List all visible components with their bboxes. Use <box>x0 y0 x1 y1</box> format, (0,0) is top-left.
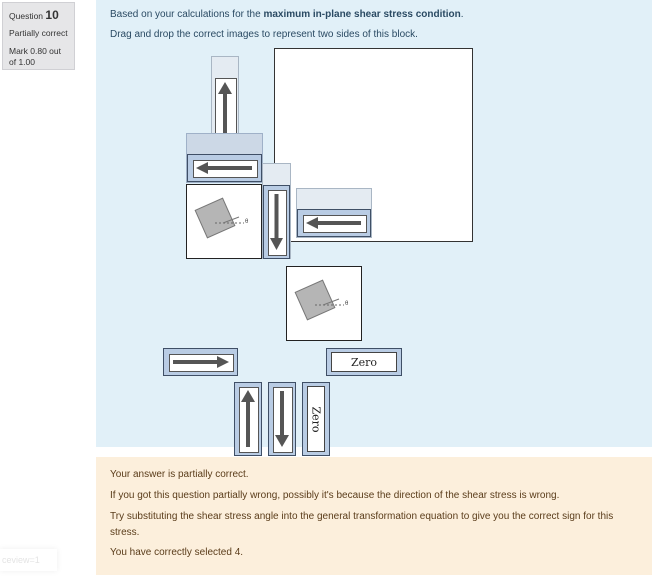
question-grade: Mark 0.80 out of 1.00 <box>9 45 61 68</box>
placed-shear-arrow-down[interactable] <box>263 185 290 259</box>
question-info <box>2 2 75 70</box>
question-number: Question 10 <box>9 8 59 22</box>
placed-shear-arrow-left-right[interactable] <box>297 209 371 237</box>
arrow-left-icon <box>304 216 364 230</box>
arrow-down-icon <box>274 388 290 450</box>
placed-shear-arrow-left-top[interactable] <box>187 154 262 182</box>
choice-arrow-up[interactable] <box>234 382 262 456</box>
question-text-line2: Drag and drop the correct images to represent two sides of this block. <box>110 29 418 40</box>
choice-arrow-right[interactable] <box>163 348 238 376</box>
feedback-hint-2: Try substituting the shear stress angle into the general transformation equation to give you the correct sign for this stress. <box>110 511 614 538</box>
choice-rotated-element[interactable] <box>286 266 362 341</box>
rotated-element-icon <box>287 267 361 340</box>
feedback-count: You have correctly selected 4. <box>110 547 244 558</box>
question-text-line1: Based on your calculations for the maximum in-plane shear stress condition. <box>110 9 464 20</box>
arrow-left-icon <box>194 161 255 175</box>
theta-label: θ <box>345 301 349 307</box>
stress-element-block <box>186 184 262 259</box>
arrow-up-icon <box>240 388 256 450</box>
question-state: Partially correct <box>9 28 68 39</box>
arrow-right-icon <box>170 355 231 369</box>
rotated-element-icon <box>187 185 261 258</box>
zero-label: Zero <box>307 386 325 452</box>
choice-arrow-down[interactable] <box>268 382 296 456</box>
choice-zero-horizontal[interactable] <box>326 348 402 376</box>
arrow-down-icon <box>269 191 284 253</box>
question-formulation <box>96 0 652 447</box>
zero-label: Zero <box>331 352 397 372</box>
theta-label: θ <box>245 219 249 225</box>
feedback-summary: Your answer is partially correct. <box>110 469 249 480</box>
footer-text: ceview=1 <box>0 549 57 571</box>
choice-zero-vertical[interactable] <box>302 382 330 456</box>
feedback-hint-1: If you got this question partially wrong, possibly it's because the direction of the shear stress is wrong. <box>110 490 560 501</box>
feedback-panel <box>96 457 652 575</box>
